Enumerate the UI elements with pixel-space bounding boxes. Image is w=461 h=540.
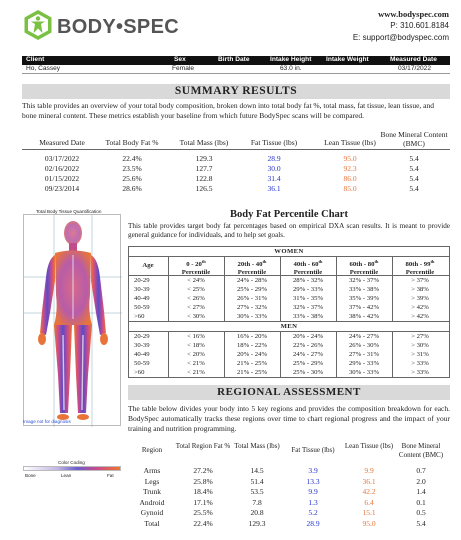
summary-col-fat: Fat Tissue (lbs) [250,138,298,147]
summary-cell: 22.4% [122,154,142,163]
summary-cell: 5.4 [409,154,419,163]
percentile-suffix: th [201,259,206,264]
pct-divider [224,256,225,321]
women-range-cell: 33% - 38% [348,286,380,293]
pct-divider [392,331,393,377]
summary-header-rule [22,149,450,150]
percentile-label: Percentile [293,269,323,277]
contact-block [353,8,449,44]
summary-cell: 122.8 [195,174,213,183]
logo-mark-icon [22,9,54,41]
men-range-cell: > 27% [411,333,429,340]
client-values-row [22,65,450,74]
client-sex: Female [172,65,194,72]
women-range-cell: > 37% [411,277,429,284]
summary-cell: 127.7 [195,164,213,173]
birthdate-header: Birth Date [218,56,250,63]
summary-cell: 03/17/2022 [44,154,80,163]
men-range-cell: 21% - 25% [236,369,268,376]
percentile-suffix: th [318,259,323,264]
percentile-label: Percentile [349,269,379,277]
color-coding-bar [23,466,121,471]
pct-left-border [128,246,129,377]
regional-cell: 0.5 [416,508,426,517]
regional-description: The table below divides your body into 5 key regions and provides the composition breakdown for each. BodySpec automatically tracks these regions over time to chart regional progress and the impact of your training and nutrition programming. [128,404,450,433]
women-range-cell: 35% - 39% [348,295,380,302]
percentile-label: Percentile [237,269,267,277]
summary-description: This table provides an overview of your total body composition, broken down into total body fat %, total mass, fat tissue, lean tissue, and bone mineral content. These metrics establish your baseline from which future BodySpec scans will be compared. [22,101,435,120]
men-age-cell: 50-59 [134,360,150,367]
summary-cell: 28.9 [267,154,281,163]
women-range-cell: < 26% [187,295,205,302]
summary-cell: 5.4 [409,184,419,193]
women-range-cell: 32% - 37% [348,277,380,284]
pct-divider [168,331,169,377]
client-header: Client [26,56,45,63]
regional-cell: 9.9 [364,466,374,475]
regional-cell: Gynoid [140,508,164,517]
summary-row [22,164,450,174]
women-range-cell: 38% - 42% [348,313,380,320]
summary-col-bmc: Bone Mineral Content (BMC) [380,130,448,148]
regional-cell: 5.2 [308,508,318,517]
regional-col-lean: Lean Tissue (lbs) [344,442,394,450]
pct-right-border [449,246,450,377]
regional-cell: 95.0 [362,518,376,528]
men-group-label: MEN [280,323,298,330]
regional-cell: 13.3 [306,476,320,486]
regional-cell: 18.4% [193,487,213,496]
men-age-cell: >60 [134,369,145,376]
summary-title: SUMMARY RESULTS [22,84,450,99]
pct-divider [224,331,225,377]
women-range-cell: > 42% [411,304,429,311]
women-range-cell: 32% - 37% [292,304,324,311]
regional-cell: 15.1 [362,508,376,517]
women-range-cell: < 25% [187,286,205,293]
men-range-cell: 30% - 33% [348,369,380,376]
men-range-cell: 21% - 25% [236,360,268,367]
pct-divider [336,256,337,321]
regional-cell: 20.8 [250,508,264,517]
regional-cell: 7.8 [252,497,262,507]
regional-cell: 1.3 [308,497,318,507]
brand-name: BODY•SPEC [57,16,179,38]
men-range-cell: > 33% [411,360,429,367]
regional-cell: 1.4 [416,487,426,496]
regional-cell: Android [139,497,165,507]
body-scan-image [23,214,121,426]
summary-cell: 30.0 [267,164,281,173]
pct-bottom-rule [128,377,450,378]
men-range-cell: > 31% [411,351,429,358]
color-coding-label: Color Coding [58,460,85,465]
regional-cell: Legs [144,476,160,486]
pct-men-rule [128,331,450,332]
client-name: Ho, Cassey [26,65,61,72]
regional-cell: 25.8% [193,476,213,486]
image-disclaimer: Image not for diagnosis [23,419,71,424]
percentile-label: Percentile [181,269,211,277]
women-range-cell: 33% - 38% [292,313,324,320]
men-range-cell: 24% - 27% [348,333,380,340]
summary-cell: 28.6% [122,184,142,193]
pct-divider [392,256,393,321]
summary-row [22,154,450,164]
pct-divider [336,331,337,377]
regional-cell: 36.1 [362,476,376,486]
men-range-cell: 25% - 30% [292,369,324,376]
summary-col-bodyfat: Total Body Fat % [105,138,159,147]
summary-row [22,184,450,194]
men-range-cell: < 20% [187,351,205,358]
regional-col-fat: Fat Tissue (lbs) [291,446,335,454]
pct-top-rule [128,246,450,247]
intake-weight-header: Intake Weight [326,56,369,63]
summary-cell: 86.0 [343,174,357,183]
percentile-title: Body Fat Percentile Chart [230,209,348,220]
men-range-cell: 16% - 20% [236,333,268,340]
regional-title: REGIONAL ASSESSMENT [128,385,450,400]
men-range-cell: < 21% [187,360,205,367]
regional-cell: Total [144,518,160,528]
percentile-range: 80th - 99 [405,261,431,269]
summary-col-date: Measured Date [39,138,85,147]
percentile-range: 20th - 40 [237,261,263,269]
pct-divider [168,256,169,321]
summary-cell: 23.5% [122,164,142,173]
women-age-cell: 50-59 [134,304,150,311]
women-range-cell: 31% - 35% [292,295,324,302]
pct-divider [280,331,281,377]
regional-cell: Arms [143,466,161,475]
women-range-cell: 37% - 42% [348,304,380,311]
regional-cell: 5.4 [416,518,426,528]
summary-row [22,174,450,184]
regional-cell: 14.5 [250,466,264,475]
regional-cell: 2.0 [416,476,426,486]
women-range-cell: < 30% [187,313,205,320]
regional-cell: 0.7 [416,466,426,475]
summary-cell: 85.0 [343,184,357,193]
pct-women-rule [128,256,450,257]
regional-cell: 53.5 [250,487,264,496]
intake-height-header: Intake Height [270,56,312,63]
regional-col-mass: Total Mass (lbs) [234,442,280,450]
women-range-cell: 30% - 33% [236,313,268,320]
women-range-cell: 24% - 28% [236,277,268,284]
pct-men-top-rule [128,321,450,322]
summary-cell: 25.6% [122,174,142,183]
legend-fat: Fat [107,473,114,478]
men-range-cell: 20% - 24% [292,333,324,340]
women-age-cell: 30-39 [134,286,150,293]
regional-cell: 22.4% [193,518,213,528]
percentile-description: This table provides target body fat percentages based on empirical DXA scan results. It is meant to provide general guidance for individuals, and to help set goals. [128,222,450,239]
men-age-cell: 30-39 [134,342,150,349]
women-range-cell: 25% - 29% [236,286,268,293]
regional-cell: 0.1 [416,497,426,507]
summary-cell: 31.4 [267,174,281,183]
summary-cell: 126.5 [195,184,213,193]
pct-divider [280,256,281,321]
summary-cell: 02/16/2022 [44,164,80,173]
email-address[interactable]: E: support@bodyspec.com [352,33,449,42]
summary-cell: 01/15/2022 [44,174,80,183]
summary-cell: 36.1 [267,184,281,193]
women-age-cell: >60 [134,313,145,320]
women-range-cell: 28% - 32% [292,277,324,284]
summary-cell: 92.3 [343,164,357,173]
legend-lean: Lean [61,473,72,478]
women-age-cell: 40-49 [134,295,150,302]
men-range-cell: 20% - 24% [236,351,268,358]
percentile-label: Percentile [405,269,435,277]
regional-cell: 6.4 [364,497,374,507]
women-range-cell: 27% - 32% [236,304,268,311]
percentile-suffix: th [430,259,435,264]
women-range-cell: < 24% [187,277,205,284]
body-scan-figure [24,215,122,427]
percentile-range: 60th - 80 [349,261,375,269]
women-age-cell: 20-29 [134,277,150,284]
regional-col-fatpct: Total Region Fat % [175,442,231,450]
regional-col-bmc: Bone Mineral Content (BMC) [398,442,444,459]
regional-cell: 3.9 [308,466,318,475]
pct-header-rule [128,275,450,276]
summary-cell: 5.4 [409,174,419,183]
men-range-cell: 29% - 33% [348,360,380,367]
men-range-cell: 24% - 27% [292,351,324,358]
measured-date-header: Measured Date [390,56,437,63]
regional-cell: 28.9 [306,518,320,528]
regional-cell: 27.2% [193,466,213,475]
regional-cell: 9.9 [308,487,318,496]
percentile-range: 0 - 20 [186,261,202,269]
women-range-cell: < 27% [187,304,205,311]
age-header: Age [142,262,154,269]
regional-cell: Trunk [142,487,162,496]
women-range-cell: 29% - 33% [292,286,324,293]
phone-number: P: 310.601.8184 [390,21,449,30]
summary-cell: 09/23/2014 [44,184,80,193]
regional-cell: 42.2 [362,487,376,496]
men-range-cell: 22% - 26% [292,342,324,349]
women-range-cell: > 38% [411,286,429,293]
men-range-cell: < 16% [187,333,205,340]
men-age-cell: 40-49 [134,351,150,358]
brand-logo [22,9,179,43]
sex-header: Sex [174,56,186,63]
body-image-label: Total Body Tissue Quantification [36,209,102,214]
client-height: 63.0 in. [280,65,302,72]
men-range-cell: < 21% [187,369,205,376]
summary-cell: 5.4 [409,164,419,173]
regional-col-region: Region [141,446,163,454]
women-range-cell: > 39% [411,295,429,302]
regional-cell: 129.3 [248,518,266,528]
men-range-cell: < 18% [187,342,205,349]
summary-cell: 95.0 [343,154,357,163]
regional-cell: 17.1% [193,497,213,507]
women-range-cell: 26% - 31% [236,295,268,302]
men-range-cell: 26% - 30% [348,342,380,349]
percentile-suffix: th [374,259,379,264]
client-measured-date: 03/17/2022 [398,65,432,72]
website-link[interactable]: www.bodyspec.com [378,9,449,19]
women-group-label: WOMEN [274,248,304,255]
regional-cell: 51.4 [250,476,264,486]
regional-cell: 25.5% [193,508,213,517]
men-range-cell: 25% - 29% [292,360,324,367]
women-range-cell: > 42% [411,313,429,320]
summary-col-mass: Total Mass (lbs) [179,138,229,147]
percentile-suffix: th [262,259,267,264]
client-header-bar [22,56,450,65]
men-range-cell: > 33% [411,369,429,376]
percentile-range: 40th - 60 [293,261,319,269]
men-range-cell: 27% - 31% [348,351,380,358]
percentile-table [128,246,450,378]
summary-cell: 129.3 [195,154,213,163]
men-range-cell: 18% - 22% [236,342,268,349]
summary-col-lean: Lean Tissue (lbs) [324,138,376,147]
men-range-cell: > 30% [411,342,429,349]
legend-bone: Bone [25,473,36,478]
men-age-cell: 20-29 [134,333,150,340]
